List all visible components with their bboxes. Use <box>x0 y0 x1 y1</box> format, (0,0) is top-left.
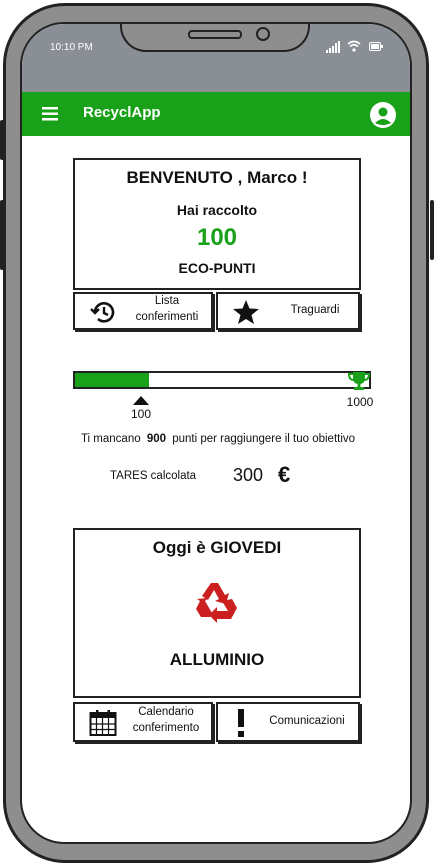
today-title: Oggi è GIOVEDI <box>152 538 282 557</box>
history-button[interactable] <box>73 292 213 330</box>
material-label: ALLUMINIO <box>169 650 265 669</box>
calendar-label-line1: Calendario <box>138 706 194 718</box>
tares-label: TARES calcolata <box>110 470 197 482</box>
hamburger-menu-icon[interactable] <box>42 107 58 121</box>
camera-icon <box>256 27 270 41</box>
progress-target-label: 1000 <box>346 395 374 409</box>
eco-points-value: 100 <box>196 224 238 251</box>
remaining-prefix: Ti mancano <box>80 433 141 445</box>
calendar-button[interactable] <box>73 702 213 742</box>
euro-icon: € <box>278 462 291 487</box>
calendar-label-line2: conferimento <box>132 722 200 734</box>
status-time: 10:10 PM <box>50 42 93 53</box>
wifi-icon <box>347 40 361 52</box>
remaining-message <box>22 433 412 445</box>
recycle-icon <box>192 579 242 627</box>
current-marker-icon <box>133 396 149 405</box>
history-label-line1: Lista <box>154 295 180 307</box>
phone-screen <box>20 22 412 844</box>
history-clock-icon <box>89 299 117 325</box>
trophy-icon <box>348 371 370 391</box>
star-icon <box>232 299 260 325</box>
eco-points-unit: ECO-PUNTI <box>178 260 256 276</box>
remaining-suffix: punti per raggiungere il tuo obiettivo <box>172 433 356 445</box>
history-label-line2: conferimenti <box>135 311 199 323</box>
goals-button[interactable] <box>216 292 360 330</box>
phone-notch <box>120 22 310 52</box>
app-title: RecyclApp <box>83 104 161 121</box>
progress-track <box>73 371 371 389</box>
remaining-value: 900 <box>146 433 166 445</box>
tares-amount: 300 <box>233 465 264 485</box>
welcome-greeting: BENVENUTO , Marco ! <box>126 168 308 187</box>
news-label: Comunicazioni <box>269 715 345 727</box>
app-bar <box>22 92 412 136</box>
collected-label: Hai raccolto <box>176 202 258 218</box>
goals-label: Traguardi <box>290 304 340 316</box>
speaker-icon <box>188 30 242 39</box>
progress-fill <box>75 373 149 387</box>
battery-icon <box>369 42 383 51</box>
progress-current-label: 100 <box>130 407 152 421</box>
signal-icon <box>326 41 340 53</box>
user-profile-icon[interactable] <box>370 102 396 128</box>
side-button-right <box>430 200 434 260</box>
news-button[interactable] <box>216 702 360 742</box>
exclamation-icon <box>236 709 246 737</box>
calendar-icon <box>89 709 117 737</box>
